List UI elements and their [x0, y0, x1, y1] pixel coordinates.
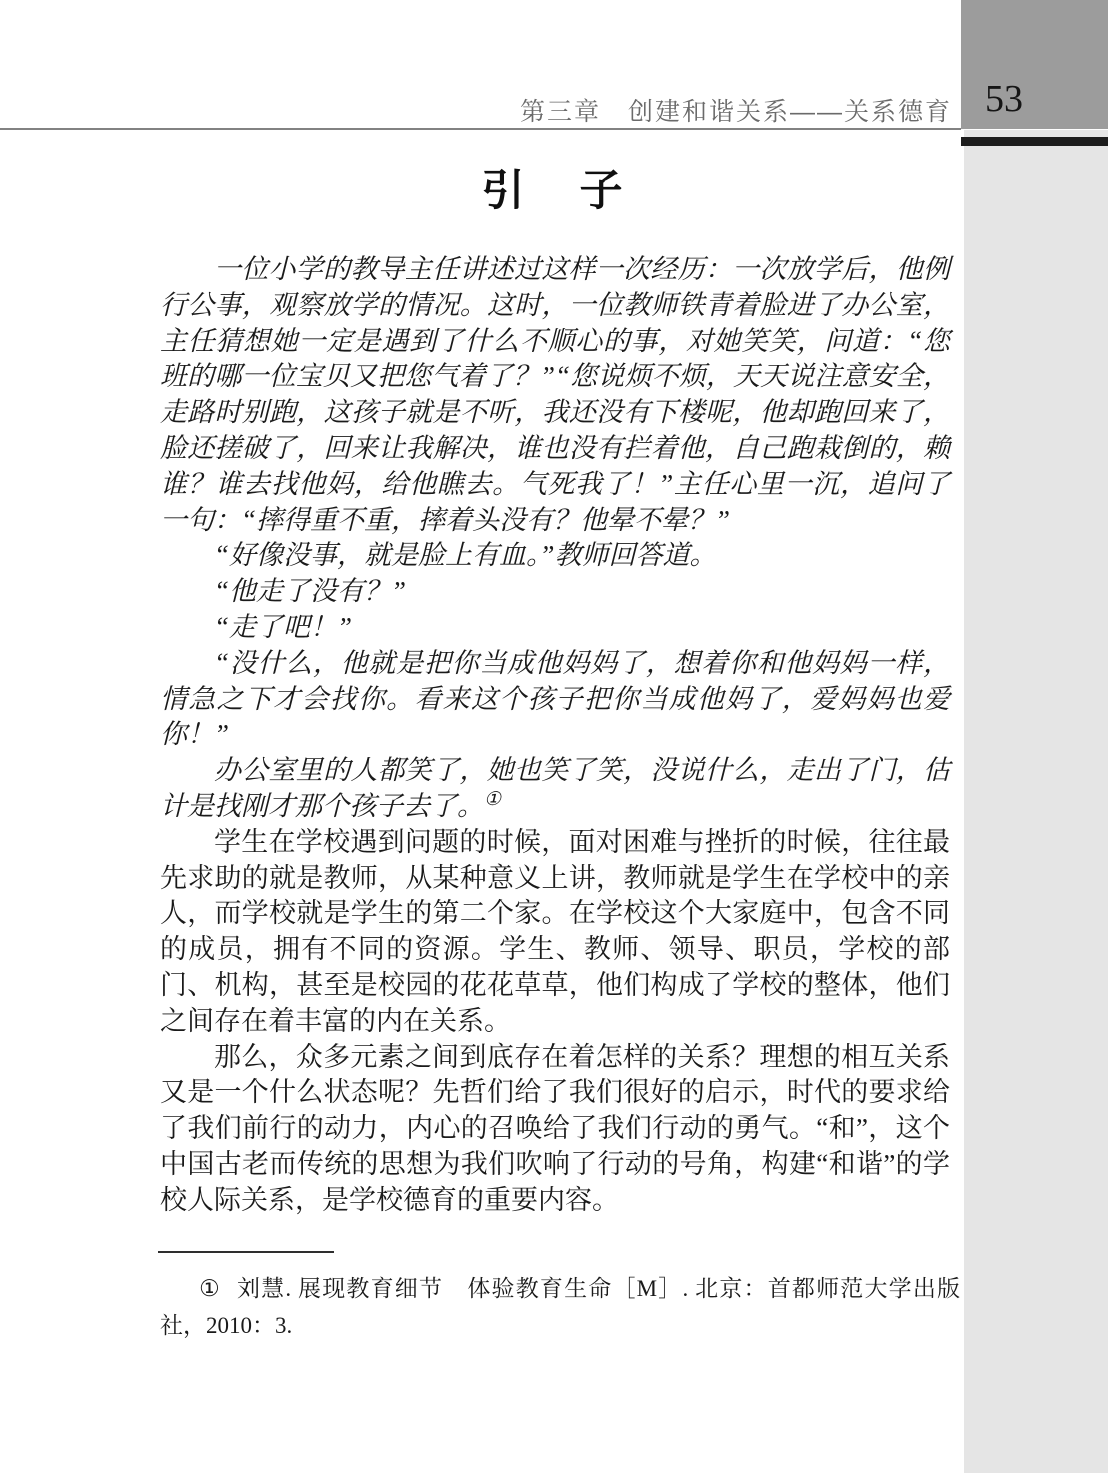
footnote-rule — [158, 1251, 334, 1253]
story-dialogue: “走了吧！” — [214, 611, 353, 642]
corner-page-number-block — [961, 0, 1108, 129]
footnote — [160, 1270, 960, 1344]
running-head-chapter: 第三章 创建和谐关系——关系德育 — [519, 98, 952, 126]
footnote-reference: ① — [484, 788, 501, 810]
header-rule — [0, 128, 961, 130]
story-paragraph: 一位小学的教导主任讲述过这样一次经历：一次放学后，他例行公事，观察放学的情况。这时，一位教师铁青着脸进了办公室，主任猜想她一定是遇到了什么不顺心的事，对她笑笑，问道：“您班的哪一位宝贝又把您气着了？”“您说烦不烦，天天说注意安全，走路时别跑，这孩子就是不听，我还没有下楼呢，他却跑回来了，脸还搓破了，回来让我解决，谁也没有拦着他，自己跑栽倒的，赖谁？谁去找他妈，给他瞧去。气死我了！”主任心里一沉，追问了一句：“摔得重不重，摔着头没有？他晕不晕？” — [160, 254, 950, 535]
footnote-marker: ① — [199, 1276, 221, 1301]
commentary-paragraph: 那么，众多元素之间到底存在着怎样的关系？理想的相互关系又是一个什么状态呢？先哲们给了我们很好的启示，时代的要求给了我们前行的动力，内心的召唤给了我们行动的勇气。“和”，这个中国古老而传统的思想为我们吹响了行动的号角，构建“和谐”的学校人际关系，是学校德育的重要内容。 — [160, 1041, 950, 1215]
commentary-paragraph: 学生在学校遇到问题的时候，面对困难与挫折的时候，往往最先求助的就是教师，从某种意义上讲，教师就是学生在学校中的亲人，而学校就是学生的第二个家。在学校这个大家庭中，包含不同的成员，拥有不同的资源。学生、教师、领导、职员，学校的部门、机构，甚至是校园的花花草草，他们构成了学校的整体，他们之间存在着丰富的内在关系。 — [160, 826, 950, 1036]
story-paragraph-text: 办公室里的人都笑了，她也笑了笑，没说什么，走出了门，估计是找刚才那个孩子去了。 — [160, 755, 950, 821]
section-title: 引 子 — [481, 168, 629, 215]
story-dialogue: “他走了没有？” — [214, 576, 407, 607]
footnote-text: 刘慧. 展现教育细节 体验教育生命［M］. 北京：首都师范大学出版社，2010：3. — [160, 1276, 961, 1338]
story-dialogue: “好像没事，就是脸上有血。”教师回答道。 — [214, 540, 717, 571]
side-accent-bar — [961, 137, 1108, 146]
page-number: 53 — [985, 78, 1023, 120]
story-dialogue: “没什么，他就是把你当成他妈妈了，想着你和他妈妈一样，情急之下才会找你。看来这个孩子把你当成他妈了，爱妈妈也爱你！” — [160, 647, 950, 750]
side-margin-panel — [964, 130, 1108, 1473]
story-paragraph — [160, 753, 950, 825]
body-text — [160, 252, 950, 1219]
